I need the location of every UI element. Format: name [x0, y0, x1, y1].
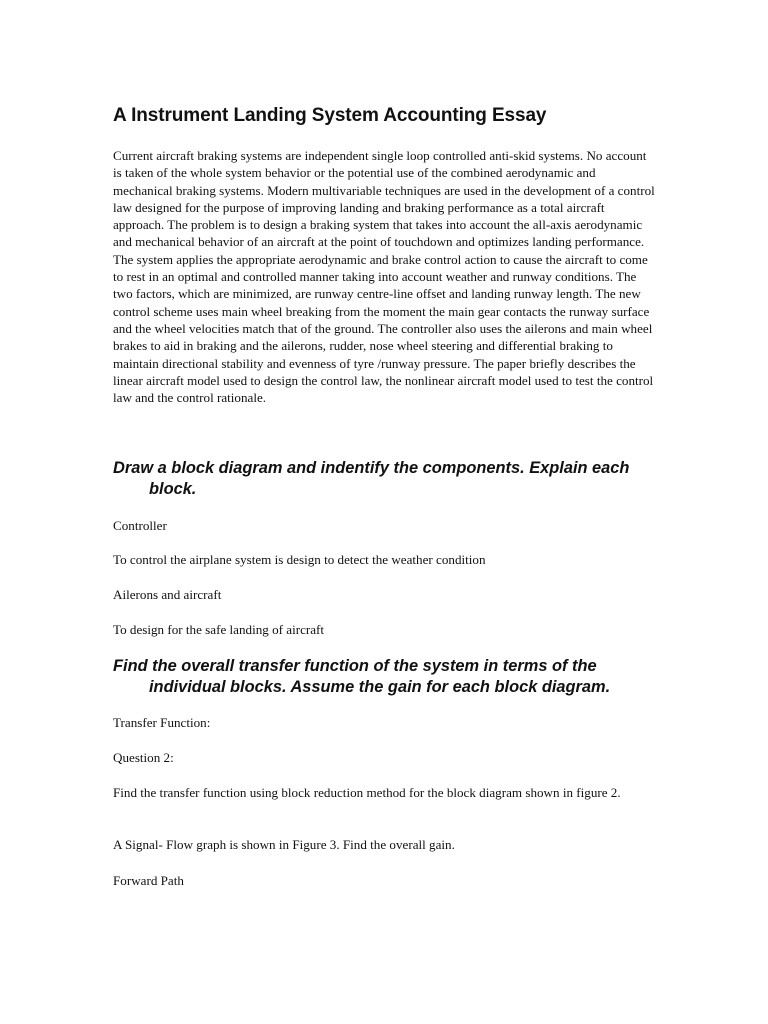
signal-flow-paragraph: A Signal- Flow graph is shown in Figure 3. Find the overall gain. — [113, 837, 455, 852]
forward-path-label: Forward Path — [113, 873, 184, 888]
block-reduction-paragraph: Find the transfer function using block reduction method for the block diagram shown in figure 2. — [113, 785, 621, 800]
ailerons-label: Ailerons and aircraft — [113, 587, 222, 602]
question-2-label: Question 2: — [113, 750, 174, 765]
intro-paragraph: Current aircraft braking systems are independent single loop controlled anti-skid systems. No account is taken of the whole system behavior or the potential use of the combined aerodynamic and mechanical braking systems. Modern multivariable techniques are used in the development of a control law designed for the purpose of improving landing and braking performance as a total aircraft approach. The problem is to design a braking system that takes into account the all-axis aerodynamic and mechanical behavior of an aircraft at the point of touchdown and optimizes landing performance. The system applies the appropriate aerodynamic and brake control action to cause the aircraft to come to rest in an optimal and controlled manner taking into account weather and runway conditions. The two factors, which are minimized, are runway centre-line offset and landing runway length. The new control scheme uses main wheel breaking from the moment the main gear contacts the runway surface and the wheel velocities match that of the ground. The controller also uses the ailerons and main wheel brakes to aid in braking and the ailerons, rudder, nose wheel steering and differential braking to maintain directional stability and evenness of tyre /runway pressure. The paper briefly describes the linear aircraft model used to design the control law, the nonlinear aircraft model used to test the control law and the control rationale. — [113, 148, 655, 406]
question-2-heading: Find the overall transfer function of the system in terms of the individual blocks. Assume the gain for each block diagram. — [113, 657, 611, 696]
controller-label: Controller — [113, 518, 167, 533]
transfer-function-label: Transfer Function: — [113, 715, 211, 730]
question-1-heading: Draw a block diagram and indentify the components. Explain each block. — [113, 459, 630, 498]
ailerons-description: To design for the safe landing of aircraft — [113, 622, 325, 637]
controller-description: To control the airplane system is design to detect the weather condition — [113, 552, 486, 567]
document-title: A Instrument Landing System Accounting Essay — [113, 105, 547, 126]
